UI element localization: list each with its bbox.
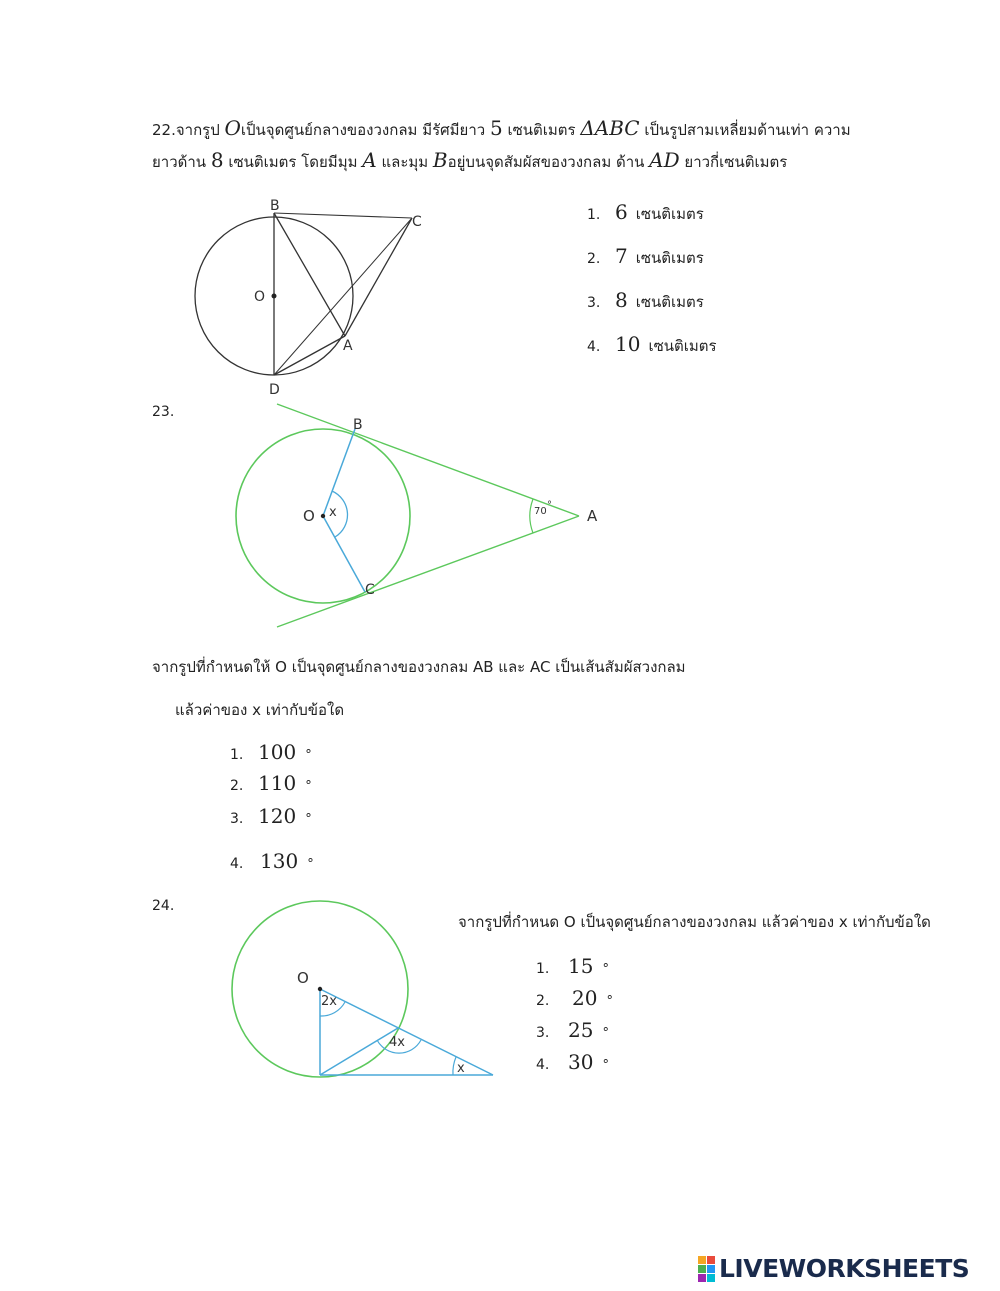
q22-text-line1: 22.จากรูป Oเป็นจุดศูนย์กลางของวงกลม มีรัศมียาว 5 เซนติเมตร ΔABC เป็นรูปสามเหลี่ยมด้านเท่า ความ	[152, 116, 851, 140]
q22-label-o: O	[254, 289, 266, 305]
q23-tangent-ac	[277, 516, 579, 627]
q22-label-c: C	[412, 214, 422, 230]
q24-option-2[interactable]: 2. 20 °	[536, 986, 613, 1010]
q24-label-2x: 2x	[321, 994, 337, 1009]
q23-figure	[225, 398, 615, 633]
q22-option-2[interactable]: 2. 7 เซนติเมตร	[587, 244, 704, 268]
q23-angle-70-arc	[530, 499, 533, 533]
q24-option-1[interactable]: 1. 15 °	[536, 954, 609, 978]
q24-option-4[interactable]: 4. 30 °	[536, 1050, 609, 1074]
logo-text: LIVEWORKSHEETS	[719, 1254, 970, 1283]
q22-label-a: A	[343, 338, 353, 354]
q23-label-b: B	[353, 417, 363, 433]
q22-text-line2: ยาวด้าน 8 เซนติเมตร โดยมีมุม A และมุม Bอยู่บนจุดสัมผัสของวงกลม ด้าน AD ยาวกี่เซนติเมตร	[152, 148, 788, 172]
q24-number: 24.	[152, 898, 175, 914]
q24-angle-x-arc	[453, 1057, 456, 1075]
q22-segment-ad	[274, 336, 345, 375]
q23-label-o: O	[303, 507, 315, 525]
q22-option-4[interactable]: 4. 10 เซนติเมตร	[587, 332, 717, 356]
q23-center-dot	[321, 514, 325, 518]
q23-label-70: 70	[534, 506, 547, 517]
q23-option-2[interactable]: 2. 110 °	[230, 771, 312, 795]
q24-center-dot	[318, 987, 322, 991]
q22-side-bc	[274, 213, 412, 218]
q22-side-ba	[274, 213, 345, 336]
q23-label-a: A	[587, 507, 598, 525]
q23-label-x: x	[329, 505, 337, 520]
q23-tangent-ab	[277, 404, 579, 516]
logo-mark-icon	[698, 1256, 715, 1282]
q24-question: จากรูปที่กำหนด O เป็นจุดศูนย์กลางของวงกลม แล้วค่าของ x เท่ากับข้อใด	[458, 913, 931, 931]
q23-option-3[interactable]: 3. 120 °	[230, 804, 312, 828]
q22-side-ca	[345, 218, 412, 336]
q24-label-x: x	[457, 1061, 465, 1076]
q23-question-line1: จากรูปที่กำหนดให้ O เป็นจุดศูนย์กลางของวงกลม AB และ AC เป็นเส้นสัมผัสวงกลม	[152, 658, 686, 676]
q22-figure	[180, 190, 440, 400]
q23-number: 23.	[152, 404, 175, 420]
q23-label-c: C	[365, 582, 375, 598]
q22-center-dot	[272, 294, 277, 299]
q22-option-1[interactable]: 1. 6 เซนติเมตร	[587, 200, 704, 224]
q22-label-b: B	[270, 198, 280, 214]
q22-label-d: D	[269, 382, 280, 398]
q23-option-1[interactable]: 1. 100 °	[230, 740, 312, 764]
q23-degree: °	[547, 500, 552, 511]
q22-option-3[interactable]: 3. 8 เซนติเมตร	[587, 288, 704, 312]
q23-radius-ob	[323, 429, 355, 516]
q24-label-4x: 4x	[389, 1035, 405, 1050]
q23-option-4[interactable]: 4. 130 °	[230, 849, 314, 873]
liveworksheets-logo	[698, 1254, 969, 1283]
q24-option-3[interactable]: 3. 25 °	[536, 1018, 609, 1042]
q24-label-o: O	[297, 969, 309, 987]
q23-question-line2: แล้วค่าของ x เท่ากับข้อใด	[175, 701, 345, 719]
